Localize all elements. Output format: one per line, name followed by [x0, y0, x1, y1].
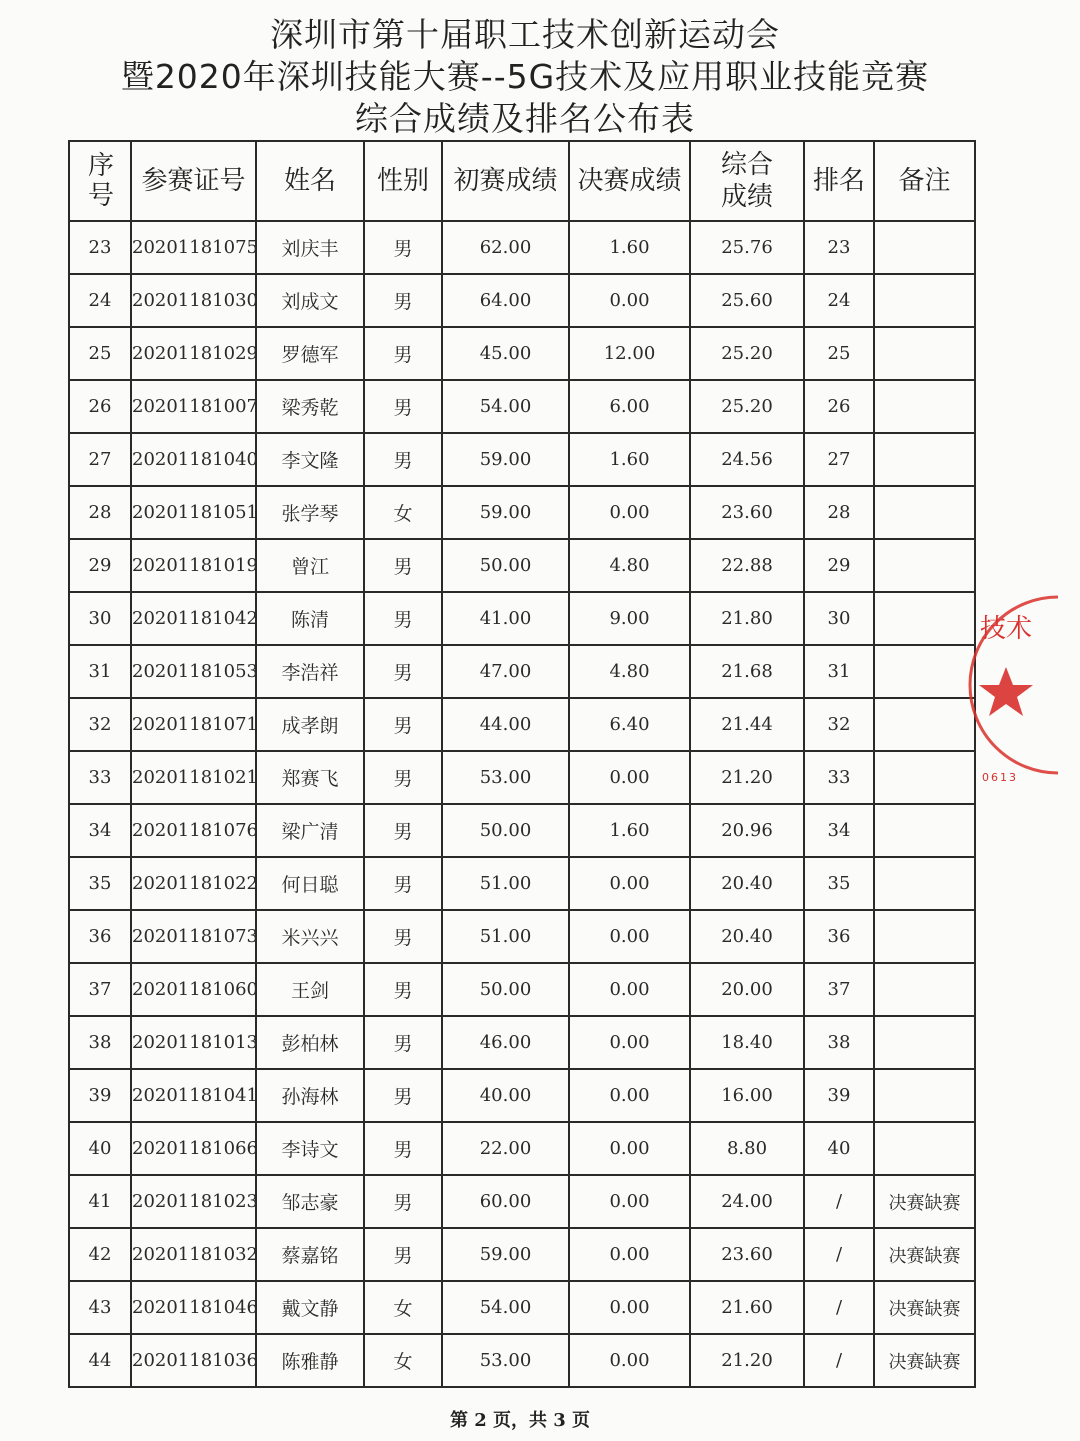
contestant-name-cell: 王剑 — [256, 963, 364, 1016]
entry-id-cell: 20201181075 — [131, 221, 256, 274]
table-row — [69, 380, 975, 433]
contestant-name-cell: 李浩祥 — [256, 645, 364, 698]
row-number-cell: 25 — [69, 327, 131, 380]
final-score-cell: 0.00 — [569, 1069, 690, 1122]
remark-cell — [874, 380, 975, 433]
gender-cell: 男 — [364, 433, 442, 486]
total-score-cell: 20.40 — [690, 857, 804, 910]
rank-cell: 37 — [804, 963, 874, 1016]
total-score-cell: 21.68 — [690, 645, 804, 698]
contestant-name-cell: 刘成文 — [256, 274, 364, 327]
table-row — [69, 1175, 975, 1228]
gender-cell: 男 — [364, 327, 442, 380]
prelim-score-cell: 59.00 — [442, 1228, 569, 1281]
table-row — [69, 698, 975, 751]
official-seal — [958, 585, 1058, 795]
contestant-name-cell: 郑赛飞 — [256, 751, 364, 804]
row-number-cell: 35 — [69, 857, 131, 910]
prelim-score-cell: 22.00 — [442, 1122, 569, 1175]
remark-cell — [874, 963, 975, 1016]
gender-cell: 男 — [364, 1069, 442, 1122]
gender-cell: 男 — [364, 645, 442, 698]
final-score-cell: 6.00 — [569, 380, 690, 433]
row-number-cell: 36 — [69, 910, 131, 963]
prelim-score-cell: 40.00 — [442, 1069, 569, 1122]
table-row — [69, 910, 975, 963]
final-score-cell: 0.00 — [569, 1175, 690, 1228]
row-number-cell: 23 — [69, 221, 131, 274]
row-number-cell: 31 — [69, 645, 131, 698]
prelim-score-cell: 53.00 — [442, 1334, 569, 1387]
gender-cell: 男 — [364, 1016, 442, 1069]
prelim-score-cell: 46.00 — [442, 1016, 569, 1069]
page-footer: 第 2 页，共 3 页 — [449, 1410, 591, 1431]
final-score-cell: 1.60 — [569, 221, 690, 274]
total-score-cell: 25.76 — [690, 221, 804, 274]
rank-cell: 38 — [804, 1016, 874, 1069]
header-cell: 姓名 — [256, 141, 364, 221]
prelim-score-cell: 50.00 — [442, 804, 569, 857]
prelim-score-cell: 54.00 — [442, 1281, 569, 1334]
final-score-cell: 1.60 — [569, 804, 690, 857]
total-score-cell: 21.60 — [690, 1281, 804, 1334]
total-score-cell: 23.60 — [690, 1228, 804, 1281]
rank-cell: 24 — [804, 274, 874, 327]
table-row — [69, 1069, 975, 1122]
row-number-cell: 33 — [69, 751, 131, 804]
row-number-cell: 34 — [69, 804, 131, 857]
remark-cell — [874, 327, 975, 380]
total-score-cell: 8.80 — [690, 1122, 804, 1175]
scores-table — [68, 140, 976, 1388]
final-score-cell: 4.80 — [569, 645, 690, 698]
remark-cell — [874, 910, 975, 963]
row-number-cell: 26 — [69, 380, 131, 433]
remark-cell: 决赛缺赛 — [874, 1228, 975, 1281]
contestant-name-cell: 彭柏林 — [256, 1016, 364, 1069]
prelim-score-cell: 59.00 — [442, 486, 569, 539]
prelim-score-cell: 54.00 — [442, 380, 569, 433]
gender-cell: 男 — [364, 592, 442, 645]
rank-cell: 27 — [804, 433, 874, 486]
final-score-cell: 0.00 — [569, 274, 690, 327]
document-title — [0, 14, 1050, 140]
gender-cell: 女 — [364, 1334, 442, 1387]
final-score-cell: 12.00 — [569, 327, 690, 380]
gender-cell: 男 — [364, 539, 442, 592]
contestant-name-cell: 刘庆丰 — [256, 221, 364, 274]
final-score-cell: 4.80 — [569, 539, 690, 592]
table-row — [69, 221, 975, 274]
row-number-cell: 42 — [69, 1228, 131, 1281]
rank-cell: 39 — [804, 1069, 874, 1122]
total-score-cell: 21.80 — [690, 592, 804, 645]
table-row — [69, 804, 975, 857]
prelim-score-cell: 59.00 — [442, 433, 569, 486]
prelim-score-cell: 53.00 — [442, 751, 569, 804]
rank-cell: 36 — [804, 910, 874, 963]
total-score-cell: 25.20 — [690, 380, 804, 433]
final-score-cell: 0.00 — [569, 1334, 690, 1387]
gender-cell: 男 — [364, 1122, 442, 1175]
header-cell: 备注 — [874, 141, 975, 221]
prelim-score-cell: 51.00 — [442, 910, 569, 963]
total-score-cell: 16.00 — [690, 1069, 804, 1122]
table-row — [69, 274, 975, 327]
gender-cell: 男 — [364, 274, 442, 327]
final-score-cell: 0.00 — [569, 486, 690, 539]
table-row — [69, 327, 975, 380]
seal-number: 0613 — [982, 771, 1018, 784]
table-row — [69, 963, 975, 1016]
remark-cell — [874, 486, 975, 539]
prelim-score-cell: 50.00 — [442, 539, 569, 592]
rank-cell: / — [804, 1228, 874, 1281]
header-cell: 初赛成绩 — [442, 141, 569, 221]
prelim-score-cell: 41.00 — [442, 592, 569, 645]
table-row — [69, 1281, 975, 1334]
table-row — [69, 486, 975, 539]
rank-cell: 35 — [804, 857, 874, 910]
header-cell: 排名 — [804, 141, 874, 221]
rank-cell: 28 — [804, 486, 874, 539]
table-row — [69, 433, 975, 486]
entry-id-cell: 20201181007 — [131, 380, 256, 433]
total-score-cell: 20.00 — [690, 963, 804, 1016]
contestant-name-cell: 张学琴 — [256, 486, 364, 539]
entry-id-cell: 20201181030 — [131, 274, 256, 327]
remark-cell — [874, 274, 975, 327]
contestant-name-cell: 梁秀乾 — [256, 380, 364, 433]
entry-id-cell: 20201181013 — [131, 1016, 256, 1069]
title-line-1: 深圳市第十届职工技术创新运动会 — [270, 15, 780, 54]
entry-id-cell: 20201181053 — [131, 645, 256, 698]
prelim-score-cell: 45.00 — [442, 327, 569, 380]
final-score-cell: 0.00 — [569, 963, 690, 1016]
header-cell: 决赛成绩 — [569, 141, 690, 221]
final-score-cell: 0.00 — [569, 751, 690, 804]
row-number-cell: 27 — [69, 433, 131, 486]
total-score-cell: 24.00 — [690, 1175, 804, 1228]
prelim-score-cell: 44.00 — [442, 698, 569, 751]
rank-cell: 30 — [804, 592, 874, 645]
gender-cell: 男 — [364, 963, 442, 1016]
remark-cell — [874, 1122, 975, 1175]
entry-id-cell: 20201181019 — [131, 539, 256, 592]
final-score-cell: 6.40 — [569, 698, 690, 751]
entry-id-cell: 20201181041 — [131, 1069, 256, 1122]
remark-cell — [874, 804, 975, 857]
total-score-cell: 25.60 — [690, 274, 804, 327]
rank-cell: / — [804, 1334, 874, 1387]
contestant-name-cell: 孙海林 — [256, 1069, 364, 1122]
gender-cell: 男 — [364, 910, 442, 963]
table-row — [69, 857, 975, 910]
gender-cell: 男 — [364, 380, 442, 433]
rank-cell: 23 — [804, 221, 874, 274]
gender-cell: 男 — [364, 751, 442, 804]
total-score-cell: 21.20 — [690, 1334, 804, 1387]
contestant-name-cell: 李文隆 — [256, 433, 364, 486]
total-score-cell: 24.56 — [690, 433, 804, 486]
contestant-name-cell: 戴文静 — [256, 1281, 364, 1334]
contestant-name-cell: 陈清 — [256, 592, 364, 645]
prelim-score-cell: 64.00 — [442, 274, 569, 327]
row-number-cell: 24 — [69, 274, 131, 327]
gender-cell: 女 — [364, 486, 442, 539]
contestant-name-cell: 李诗文 — [256, 1122, 364, 1175]
header-cell: 参赛证号 — [131, 141, 256, 221]
remark-cell — [874, 1069, 975, 1122]
prelim-score-cell: 47.00 — [442, 645, 569, 698]
gender-cell: 男 — [364, 804, 442, 857]
seal-graphic — [958, 585, 1058, 795]
rank-cell: 34 — [804, 804, 874, 857]
gender-cell: 男 — [364, 1175, 442, 1228]
final-score-cell: 0.00 — [569, 910, 690, 963]
remark-cell: 决赛缺赛 — [874, 1334, 975, 1387]
header-cell: 综合成绩 — [690, 141, 804, 221]
contestant-name-cell: 曾江 — [256, 539, 364, 592]
table-row — [69, 1122, 975, 1175]
row-number-cell: 40 — [69, 1122, 131, 1175]
remark-cell — [874, 433, 975, 486]
row-number-cell: 29 — [69, 539, 131, 592]
entry-id-cell: 20201181046 — [131, 1281, 256, 1334]
total-score-cell: 20.40 — [690, 910, 804, 963]
seal-text: 技术 — [980, 614, 1033, 644]
table-row — [69, 592, 975, 645]
contestant-name-cell: 成孝朗 — [256, 698, 364, 751]
contestant-name-cell: 梁广清 — [256, 804, 364, 857]
final-score-cell: 9.00 — [569, 592, 690, 645]
header-cell: 性别 — [364, 141, 442, 221]
final-score-cell: 1.60 — [569, 433, 690, 486]
row-number-cell: 28 — [69, 486, 131, 539]
entry-id-cell: 20201181073 — [131, 910, 256, 963]
table-row — [69, 1016, 975, 1069]
header-cell: 序号 — [69, 141, 131, 221]
total-score-cell: 25.20 — [690, 327, 804, 380]
contestant-name-cell: 何日聪 — [256, 857, 364, 910]
total-score-cell: 23.60 — [690, 486, 804, 539]
final-score-cell: 0.00 — [569, 1228, 690, 1281]
table-row — [69, 1228, 975, 1281]
table-row — [69, 645, 975, 698]
remark-cell: 决赛缺赛 — [874, 1175, 975, 1228]
gender-cell: 女 — [364, 1281, 442, 1334]
table-body — [69, 221, 975, 1387]
entry-id-cell: 20201181032 — [131, 1228, 256, 1281]
remark-cell: 决赛缺赛 — [874, 1281, 975, 1334]
entry-id-cell: 20201181023 — [131, 1175, 256, 1228]
rank-cell: / — [804, 1281, 874, 1334]
row-number-cell: 43 — [69, 1281, 131, 1334]
rank-cell: 31 — [804, 645, 874, 698]
gender-cell: 男 — [364, 221, 442, 274]
row-number-cell: 37 — [69, 963, 131, 1016]
entry-id-cell: 20201181060 — [131, 963, 256, 1016]
table-row — [69, 539, 975, 592]
entry-id-cell: 20201181076 — [131, 804, 256, 857]
final-score-cell: 0.00 — [569, 1122, 690, 1175]
prelim-score-cell: 50.00 — [442, 963, 569, 1016]
rank-cell: 26 — [804, 380, 874, 433]
gender-cell: 男 — [364, 857, 442, 910]
gender-cell: 男 — [364, 698, 442, 751]
entry-id-cell: 20201181029 — [131, 327, 256, 380]
rank-cell: 33 — [804, 751, 874, 804]
prelim-score-cell: 51.00 — [442, 857, 569, 910]
table-row — [69, 751, 975, 804]
table-row — [69, 1334, 975, 1387]
entry-id-cell: 20201181040 — [131, 433, 256, 486]
entry-id-cell: 20201181021 — [131, 751, 256, 804]
total-score-cell: 18.40 — [690, 1016, 804, 1069]
entry-id-cell: 20201181022 — [131, 857, 256, 910]
table-header-row — [69, 141, 975, 221]
rank-cell: / — [804, 1175, 874, 1228]
rank-cell: 32 — [804, 698, 874, 751]
total-score-cell: 21.44 — [690, 698, 804, 751]
gender-cell: 男 — [364, 1228, 442, 1281]
total-score-cell: 21.20 — [690, 751, 804, 804]
row-number-cell: 41 — [69, 1175, 131, 1228]
rank-cell: 40 — [804, 1122, 874, 1175]
row-number-cell: 44 — [69, 1334, 131, 1387]
entry-id-cell: 20201181042 — [131, 592, 256, 645]
remark-cell — [874, 1016, 975, 1069]
rank-cell: 25 — [804, 327, 874, 380]
rank-cell: 29 — [804, 539, 874, 592]
star-icon — [979, 667, 1033, 716]
prelim-score-cell: 60.00 — [442, 1175, 569, 1228]
prelim-score-cell: 62.00 — [442, 221, 569, 274]
final-score-cell: 0.00 — [569, 1016, 690, 1069]
contestant-name-cell: 罗德军 — [256, 327, 364, 380]
entry-id-cell: 20201181036 — [131, 1334, 256, 1387]
contestant-name-cell: 蔡嘉铭 — [256, 1228, 364, 1281]
entry-id-cell: 20201181066 — [131, 1122, 256, 1175]
remark-cell — [874, 857, 975, 910]
entry-id-cell: 20201181071 — [131, 698, 256, 751]
remark-cell — [874, 221, 975, 274]
entry-id-cell: 20201181051 — [131, 486, 256, 539]
contestant-name-cell: 陈雅静 — [256, 1334, 364, 1387]
title-line-2: 暨2020年深圳技能大赛--5G技术及应用职业技能竞赛 — [120, 57, 930, 96]
final-score-cell: 0.00 — [569, 857, 690, 910]
total-score-cell: 20.96 — [690, 804, 804, 857]
row-number-cell: 39 — [69, 1069, 131, 1122]
final-score-cell: 0.00 — [569, 1281, 690, 1334]
row-number-cell: 30 — [69, 592, 131, 645]
row-number-cell: 38 — [69, 1016, 131, 1069]
row-number-cell: 32 — [69, 698, 131, 751]
total-score-cell: 22.88 — [690, 539, 804, 592]
contestant-name-cell: 米兴兴 — [256, 910, 364, 963]
contestant-name-cell: 邹志豪 — [256, 1175, 364, 1228]
title-line-3: 综合成绩及排名公布表 — [355, 99, 695, 138]
